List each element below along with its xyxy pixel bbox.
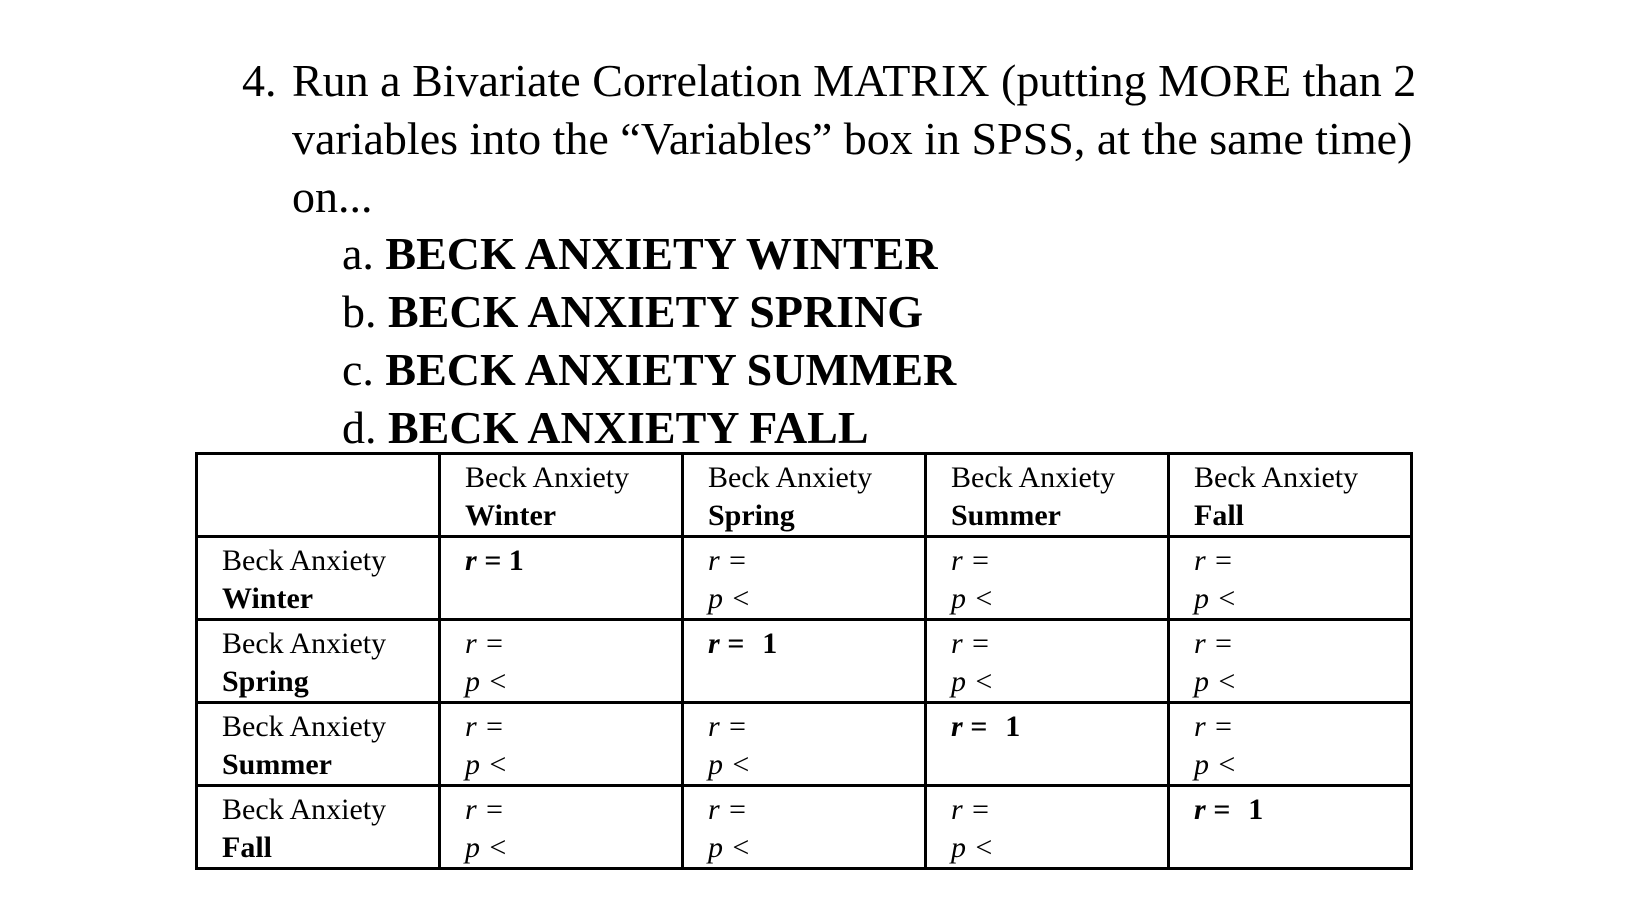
question-text (292, 52, 1522, 226)
row-header: Beck Anxiety Fall (197, 786, 440, 869)
question (242, 52, 1522, 222)
correlation-cell[interactable]: r = p < (926, 537, 1169, 620)
variable-list (342, 225, 956, 457)
correlation-cell[interactable]: r = p < (440, 620, 683, 703)
option-label: BECK ANXIETY SPRING (388, 286, 924, 337)
correlation-cell[interactable]: r = p < (926, 620, 1169, 703)
row-header: Beck Anxiety Winter (197, 537, 440, 620)
table-row (197, 537, 1412, 620)
column-header: Beck Anxiety Summer (926, 454, 1169, 537)
corner-cell (197, 454, 440, 537)
option-label: BECK ANXIETY WINTER (385, 228, 938, 279)
diagonal-cell: r = 1 (1169, 786, 1412, 869)
option-letter: a. (342, 228, 374, 279)
column-header: Beck Anxiety Fall (1169, 454, 1412, 537)
column-header: Beck Anxiety Winter (440, 454, 683, 537)
option-letter: c. (342, 344, 374, 395)
diagonal-cell: r = 1 (440, 537, 683, 620)
correlation-cell[interactable]: r = p < (683, 786, 926, 869)
option-label: BECK ANXIETY FALL (388, 402, 869, 453)
correlation-cell[interactable]: r = p < (683, 537, 926, 620)
option-b (342, 283, 956, 341)
correlation-cell[interactable]: r = p < (440, 703, 683, 786)
row-header: Beck Anxiety Summer (197, 703, 440, 786)
question-line-1: Run a Bivariate Correlation MATRIX (putting MORE than 2 (292, 55, 1417, 106)
option-letter: d. (342, 402, 377, 453)
option-letter: b. (342, 286, 377, 337)
option-label: BECK ANXIETY SUMMER (385, 344, 957, 395)
correlation-cell[interactable]: r = p < (683, 703, 926, 786)
column-header: Beck Anxiety Spring (683, 454, 926, 537)
diagonal-cell: r = 1 (926, 703, 1169, 786)
correlation-cell[interactable]: r = p < (1169, 537, 1412, 620)
correlation-cell[interactable]: r = p < (926, 786, 1169, 869)
header-row (197, 454, 1412, 537)
correlation-cell[interactable]: r = p < (1169, 620, 1412, 703)
table-row (197, 703, 1412, 786)
option-c (342, 341, 956, 399)
table-row (197, 620, 1412, 703)
correlation-matrix-table (195, 452, 1413, 870)
question-line-2: variables into the “Variables” box in SPSS, at the same time) (292, 113, 1413, 164)
correlation-cell[interactable]: r = p < (440, 786, 683, 869)
table-row (197, 786, 1412, 869)
diagonal-cell: r = 1 (683, 620, 926, 703)
option-a (342, 225, 956, 283)
correlation-cell[interactable]: r = p < (1169, 703, 1412, 786)
question-number: 4. (242, 55, 277, 106)
row-header: Beck Anxiety Spring (197, 620, 440, 703)
option-d (342, 399, 956, 457)
question-line-3: on... (292, 171, 373, 222)
